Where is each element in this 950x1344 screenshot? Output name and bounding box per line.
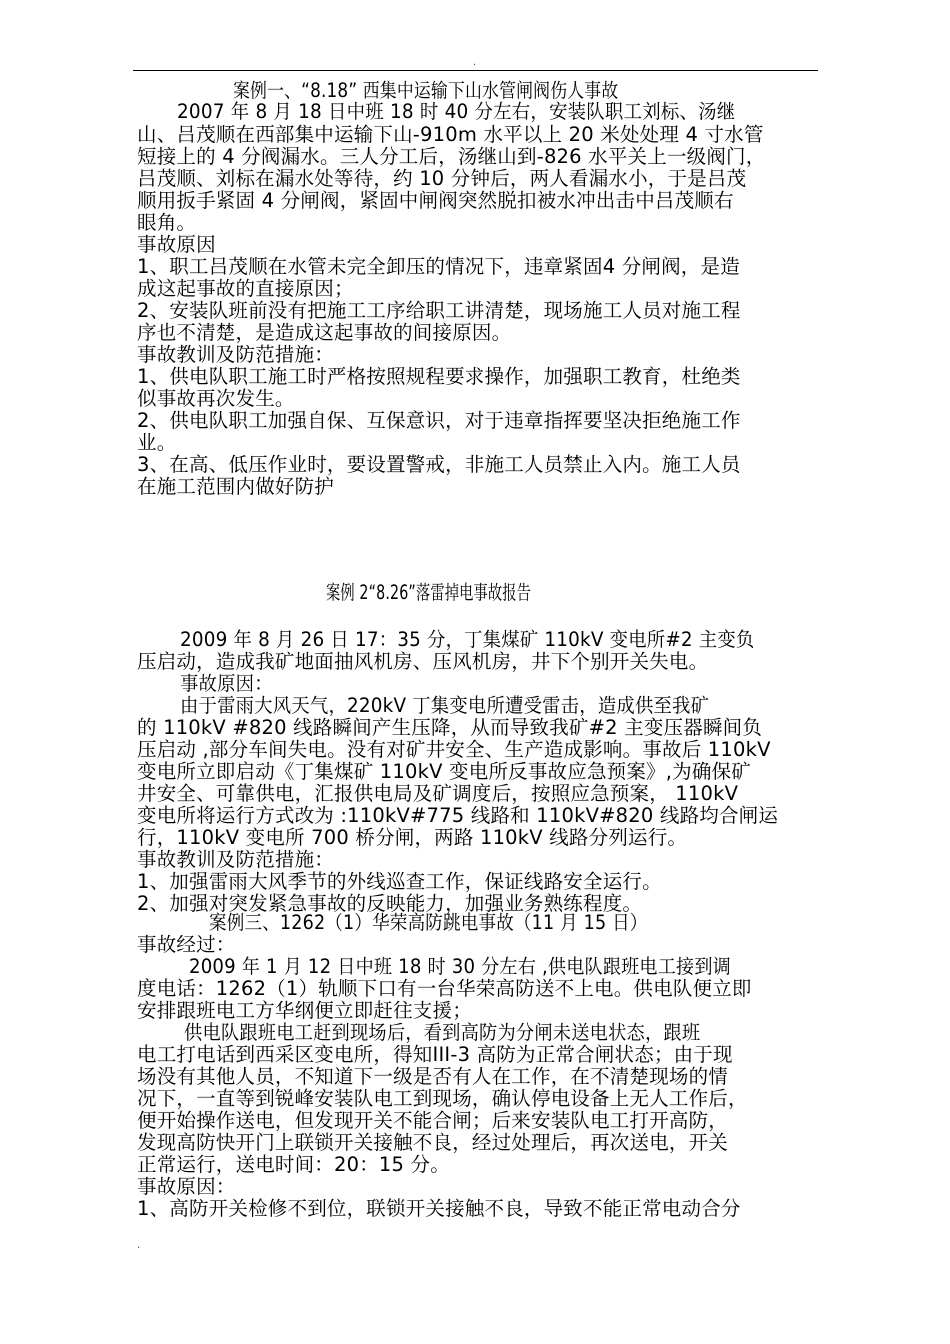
case1-title: 案例一、“8.18” 西集中运输下山水管闸阀伤人事故: [233, 79, 619, 102]
case2-heading: 事故原因：: [180, 672, 273, 695]
case3-line: 2009 年 1 月 12 日中班 18 时 30 分左右 ,供电队跟班电工接到调: [189, 955, 731, 978]
case3-line: 便开始操作送电，但发现开关不能合闸；后来安装队电工打开高防，: [137, 1109, 729, 1132]
case1-line: 序也不清楚，是造成这起事故的间接原因。: [137, 321, 512, 344]
case3-line: 电工打电话到西采区变电所，得知III-3 高防为正常合闸状态；由于现: [137, 1043, 733, 1066]
header-mark: .: [473, 57, 477, 68]
case3-line: 1、高防开关检修不到位，联锁开关接触不良，导致不能正常电动合分: [137, 1197, 741, 1220]
case1-line: 3、在高、低压作业时，要设置警戒，非施工人员禁止入内。施工人员: [137, 453, 741, 476]
case1-line: 2、安装队班前没有把施工工序给职工讲清楚，现场施工人员对施工程: [137, 299, 741, 322]
case1-line: 2007 年 8 月 18 日中班 18 时 40 分左右，安装队职工刘标、汤继: [177, 100, 736, 123]
case1-heading: 事故原因: [137, 233, 216, 256]
case3-heading: 事故原因：: [137, 1175, 236, 1198]
case2-line: 压启动 ,部分车间失电。没有对矿井安全、生产造成影响。事故后 110kV: [137, 738, 771, 761]
case2-line: 行，110kV 变电所 700 桥分闸，两路 110kV 线路分列运行。: [137, 826, 688, 849]
case2-line: 变电所立即启动《丁集煤矿 110kV 变电所反事故应急预案》,为确保矿: [137, 760, 751, 783]
case1-heading: 事故教训及防范措施：: [137, 343, 335, 366]
case2-line: 由于雷雨大风天气，220kV 丁集变电所遭受雷击，造成供至我矿: [180, 694, 710, 717]
case2-heading: 事故教训及防范措施：: [137, 848, 335, 871]
case1-line: 在施工范围内做好防护: [137, 475, 335, 498]
case2-line: 2、加强对突发紧急事故的反映能力，加强业务熟练程度。: [137, 892, 643, 915]
case3-line: 供电队跟班电工赶到现场后，看到高防为分闸未送电状态，跟班: [184, 1021, 701, 1044]
case3-line: 发现高防快开门上联锁开关接触不良，经过处理后，再次送电，开关: [137, 1131, 729, 1154]
case3-title: 案例三、1262（1）华荣高防跳电事故（11 月 15 日）: [209, 911, 648, 934]
case1-line: 山、吕茂顺在西部集中运输下山-910m 水平以上 20 米处处理 4 寸水管: [137, 123, 764, 146]
case1-line: 吕茂顺、刘标在漏水处等待，约 10 分钟后，两人看漏水小，于是吕茂: [137, 167, 747, 190]
case1-line: 短接上的 4 分阀漏水。三人分工后，汤继山到-826 水平关上一级阀门，: [137, 145, 766, 168]
case1-line: 眼角。: [137, 211, 197, 234]
case3-line: 度电话：1262（1）轨顺下口有一台华荣高防送不上电。供电队便立即: [137, 977, 752, 1000]
case3-heading: 事故经过：: [137, 933, 236, 956]
case1-line: 1、供电队职工施工时严格按照规程要求操作，加强职工教育，杜绝类: [137, 365, 741, 388]
case3-line: 况下，一直等到锐峰安装队电工到现场，确认停电设备上无人工作后，: [137, 1087, 748, 1110]
case2-line: 变电所将运行方式改为 :110kV#775 线路和 110kV#820 线路均合闸运: [137, 804, 779, 827]
case1-line: 1、职工吕茂顺在水管未完全卸压的情况下，违章紧固4 分闸阀，是造: [137, 255, 740, 278]
case2-line: 井安全、可靠供电，汇报供电局及矿调度后，按照应急预案， 110kV: [137, 782, 739, 805]
footer-mark: .: [137, 1240, 141, 1251]
case1-line: 2、供电队职工加强自保、互保意识，对于违章指挥要坚决拒绝施工作: [137, 409, 741, 432]
case2-line: 压启动，造成我矿地面抽风机房、压风机房，井下个别开关失电。: [137, 650, 709, 673]
case1-line: 成这起事故的直接原因；: [137, 277, 354, 300]
case2-line: 2009 年 8 月 26 日 17：35 分，丁集煤矿 110kV 变电所#2 主变负: [180, 628, 755, 651]
case2-line: 的 110kV #820 线路瞬间产生压降，从而导致我矿#2 主变压器瞬间负: [137, 716, 763, 739]
case1-line: 业。: [137, 431, 177, 454]
case3-line: 正常运行，送电时间：20：15 分。: [137, 1153, 450, 1176]
case2-title: 案例 2“8.26”落雷掉电事故报告: [326, 581, 532, 604]
case1-line: 顺用扳手紧固 4 分闸阀，紧固中闸阀突然脱扣被水冲出击中吕茂顺右: [137, 189, 734, 212]
header-rule: [133, 70, 818, 71]
case1-line: 似事故再次发生。: [137, 387, 295, 410]
case3-line: 场没有其他人员，不知道下一级是否有人在工作，在不清楚现场的情: [137, 1065, 729, 1088]
case3-line: 安排跟班电工方华纲便立即赶往支援；: [137, 999, 472, 1022]
case2-line: 1、加强雷雨大风季节的外线巡查工作，保证线路安全运行。: [137, 870, 662, 893]
